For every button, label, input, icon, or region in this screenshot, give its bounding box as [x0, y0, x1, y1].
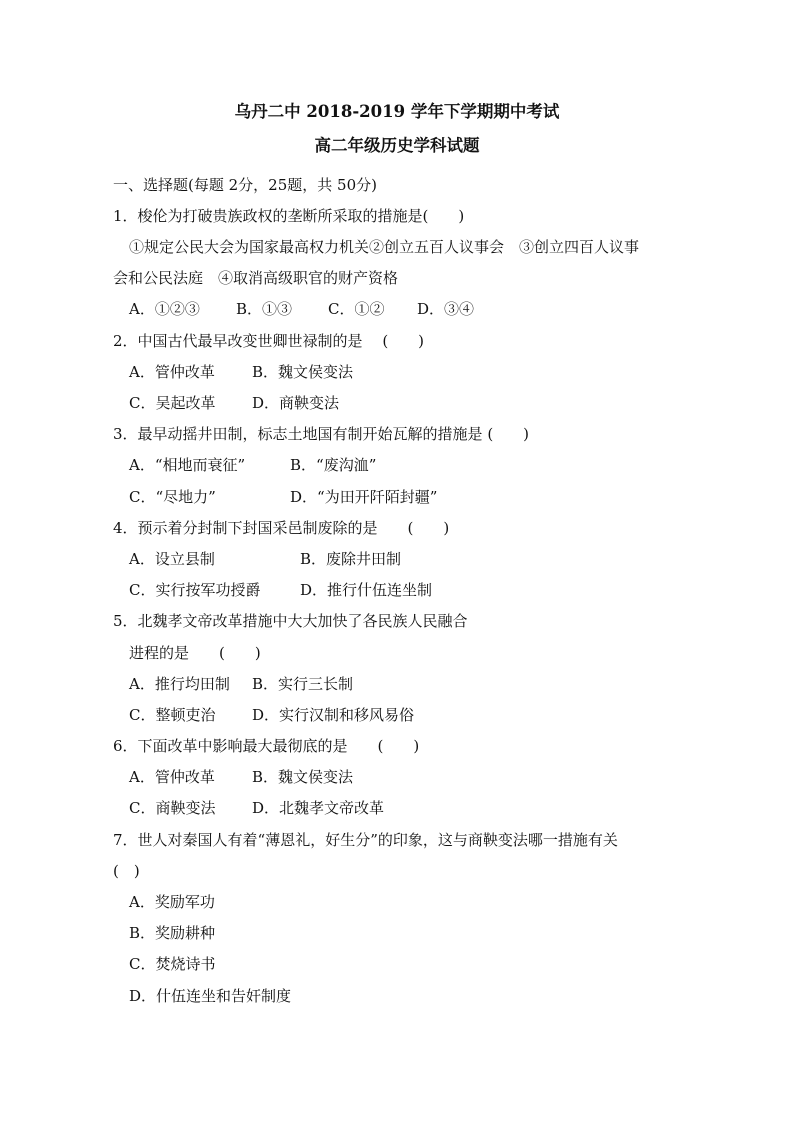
question-2-option-a: A．管仲改革 — [129, 363, 215, 381]
question-7-option-b: B．奖励耕种 — [129, 924, 216, 942]
question-7-stem: 7．世人对秦国人有着“薄恩礼，好生分”的印象，这与商鞅变法哪一措施有关 — [113, 831, 618, 849]
question-7-option-d: D．什伍连坐和告奸制度 — [129, 987, 292, 1005]
section-heading: 一、选择题(每题 2分，25题，共 50分) — [113, 176, 377, 194]
question-3-option-b: B．“废沟洫” — [290, 456, 377, 474]
exam-title: 乌丹二中 2018-2019 学年下学期期中考试 — [234, 102, 560, 121]
question-7-option-c: C．焚烧诗书 — [129, 955, 216, 973]
question-3-option-c: C．“尽地力” — [129, 488, 216, 506]
question-6-option-a: A．管仲改革 — [129, 768, 215, 786]
question-3-stem: 3．最早动摇井田制，标志土地国有制开始瓦解的措施是 ( ) — [113, 425, 530, 443]
question-4-option-c: C．实行按军功授爵 — [129, 581, 261, 599]
question-4-stem: 4．预示着分封制下封国采邑制废除的是 ( ) — [113, 519, 450, 537]
question-6-option-b: B．魏文侯变法 — [252, 768, 354, 786]
question-4-option-a: A．设立县制 — [129, 550, 215, 568]
question-1-stem-cont: 会和公民法庭 ④取消高级职官的财产资格 — [113, 269, 399, 287]
question-5-option-b: B．实行三长制 — [252, 675, 354, 693]
question-1-stem: 1．梭伦为打破贵族政权的垄断所采取的措施是( ) — [113, 207, 465, 225]
exam-subtitle: 高二年级历史学科试题 — [314, 136, 480, 155]
question-5-stem-cont: 进程的是 ( ) — [129, 644, 261, 662]
question-2-option-c: C．吴起改革 — [129, 394, 216, 412]
question-7-option-a: A．奖励军功 — [129, 893, 215, 911]
question-3-option-a: A．“相地而衰征” — [129, 456, 246, 474]
question-5-option-d: D．实行汉制和移风易俗 — [252, 706, 415, 724]
question-1-option-d: D．③④ — [417, 300, 475, 318]
question-5-option-c: C．整顿吏治 — [129, 706, 216, 724]
question-6-stem: 6．下面改革中影响最大最彻底的是 ( ) — [113, 737, 420, 755]
question-3-option-d: D．“为田开阡陌封疆” — [290, 488, 438, 506]
question-1-option-b: B．①③ — [236, 300, 293, 318]
question-2-option-d: D．商鞅变法 — [252, 394, 340, 412]
question-6-option-c: C．商鞅变法 — [129, 799, 216, 817]
question-2-option-b: B．魏文侯变法 — [252, 363, 354, 381]
question-6-option-d: D．北魏孝文帝改革 — [252, 799, 385, 817]
question-2-stem: 2．中国古代最早改变世卿世禄制的是 ( ) — [113, 332, 425, 350]
question-4-option-b: B．废除井田制 — [300, 550, 402, 568]
question-1-stem-cont: ①规定公民大会为国家最高权力机关②创立五百人议事会 ③创立四百人议事 — [129, 238, 640, 256]
question-1-option-a: A．①②③ — [129, 300, 200, 318]
question-7-stem-cont: ( ) — [113, 862, 140, 880]
question-5-option-a: A．推行均田制 — [129, 675, 230, 693]
question-4-option-d: D．推行什伍连坐制 — [300, 581, 433, 599]
question-5-stem: 5．北魏孝文帝改革措施中大大加快了各民族人民融合 — [113, 612, 468, 630]
question-1-option-c: C．①② — [328, 300, 385, 318]
